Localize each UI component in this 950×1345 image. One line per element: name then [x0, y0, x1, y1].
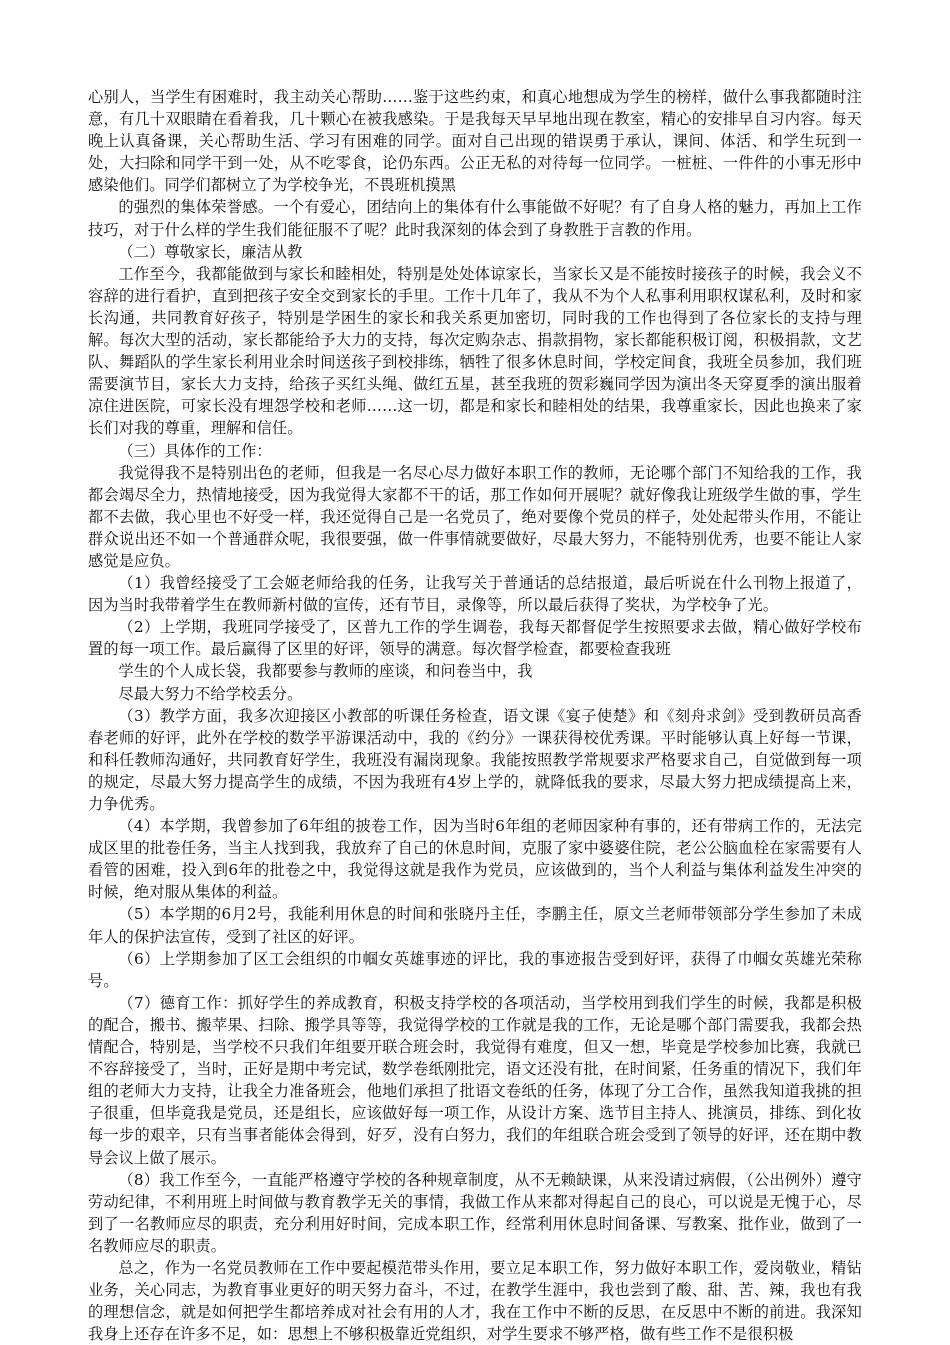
summary-paragraph: 总之，作为一名党员教师在工作中要起模范带头作用，要立足本职工作，努力做好本职工作，爱岗敬业，精钻业务，关心同志，为教育事业更好的明天努力奋斗，不过，在教学生涯中，我也尝到了酸、甜、苦、辣，我也有我的理想信念，就是如何把学生都培养成对社会有用的人才，我在工作中不断的反思，在反思中不断的前进。我深知我身上还存在许多不足，如：思想上不够积极靠近党组织，对学生要求不够严格，做有些工作不是很积极 [88, 1258, 862, 1344]
item-2-line-3: 尽最大努力不给学校丢分。 [118, 684, 303, 703]
item-3: （3）教学方面，我多次迎接区小教部的听课任务检查，语文课《宴子使楚》和《刻舟求剑》受到教研员高香春老师的好评，此外在学校的数学平游课活动中，我的《约分》一课获得校优秀课。平时能够认真上好每一节课，和科任教师沟通好，共同教育好学生，我班没有漏岗现象。我能按照教学常规要求严格要求自己，自觉做到每一项的规定，尽最大努力提高学生的成绩，不因为我班有4岁上学的，就降低我的要求，尽最大努力把成绩提高上来，力争优秀。 [88, 706, 862, 813]
item-8: （8）我工作至今，一直能严格遵守学校的各种规章制度，从不无赖缺课，从来没请过病假，（公出例外）遵守劳动纪律，不利用班上时间做与教育教学无关的事情，我做工作从来都对得起自己的良心，可以说是无愧于心，尽到了一名教师应尽的职责，充分利用好时间，完成本职工作，经常利用休息时间备课、写教案、批作业，做到了一名教师应尽的职责。 [88, 1170, 862, 1255]
item-4: （4）本学期，我曾参加了6年组的披卷工作，因为当时6年组的老师因家种有事的，还有带病工作的，无法完成区里的批卷任务，当主人找到我，我放弃了自己的休息时间，克服了家中婆婆住院，老公公脑血栓在家需要有人看管的困难，投入到6年的批卷之中，我觉得这就是我作为党员，应该做到的，当个人利益与集体利益发生冲突的时候，绝对服从集体的利益。 [88, 817, 862, 902]
item-5: （5）本学期的6月2号，我能利用休息的时间和张晓丹主任，李鹏主任，原文兰老师带领部分学生参加了未成年人的保护法宣传，受到了社区的好评。 [88, 905, 862, 946]
paragraph-03: 工作至今，我都能做到与家长和睦相处，特别是处处体谅家长，当家长又是不能按时接孩子的时候，我会义不容辞的进行看护，直到把孩子安全交到家长的手里。工作十几年了，我从不为个人私事利用职权谋私利，及时和家长沟通，共同教育好孩子，特别是学困生的家长和我关系更加密切，同时我的工作也得到了各位家长的支持与理解。每次大型的活动，家长都能给予大力的支持，每次定购杂志、捐款捐物，家长都能积极订阅，积极捐款，文艺队、舞蹈队的学生家长利用业余时间送孩子到校排练，牺牲了很多休息时间，学校定间食，我班全员参加，我们班需要演节目，家长大力支持，给孩子买红头绳、做红五星，甚至我班的贺彩巍同学因为演出冬天穿夏季的演出服着凉住进医院，可家长没有埋怨学校和老师……这一切，都是和家长和睦相处的结果，我尊重家长，因此也换来了家长们对我的尊重，理解和信任。 [88, 264, 862, 438]
item-6: （6）上学期参加了区工会组织的巾帼女英雄事迹的评比，我的事迹报告受到好评，获得了巾帼女英雄光荣称号。 [88, 949, 862, 990]
paragraph-04: 我觉得我不是特别出色的老师，但我是一名尽心尽力做好本职工作的教师，无论哪个部门不知给我的工作，我都会竭尽全力，热情地接受，因为我觉得大家都不干的话，那工作如何开展呢？就好像我让班级学生做的事，学生都不去做，我心里也不好受一样，我还觉得自己是一名党员了，绝对要像个党员的样子，处处起带头作用，不能让群众说出还不如一个普通群众呢，我很要强，做一件事情就要做好，尽最大努力，不能特别优秀，也要不能让人家感觉是应负。 [88, 463, 862, 570]
item-2: （2）上学期，我班同学接受了，区普九工作的学生调卷，我每天都督促学生按照要求去做，精心做好学校布置的每一项工作。最后赢得了区里的好评，领导的满意。每次督学检查，都要检查我班 [88, 618, 862, 659]
section-heading-2: （二）尊敬家长，廉洁从教 [118, 242, 303, 261]
document-body [88, 86, 862, 1345]
paragraph-01: 心别人，当学生有困难时，我主动关心帮助……鉴于这些约束，和真心地想成为学生的榜样，做什么事我都随时注意，有几十双眼睛在看着我，几十颗心在被我感染。于是我每天早早地出现在教室，精心的安排早自习内容。每天晚上认真备课，关心帮助生活、学习有困难的同学。面对自己出现的错误勇于承认，课间、体活、和学生玩到一处，大扫除和同学干到一处，从不吃零食，论仍东西。公正无私的对待每一位同学。一桩桩、一件件的小事无形中感染他们。同学们都树立了为学校争光，不畏班机摸黑 [88, 88, 862, 195]
item-7: （7）德育工作：抓好学生的养成教育，积极支持学校的各项活动，当学校用到我们学生的时候，我都是积极的配合，搬书、搬苹果、扫除、搬学具等等，我觉得学校的工作就是我的工作，无论是哪个部门需要我，我都会热情配合，特别是，当学校不只我们年组要开联合班会时，我觉得有难度，但又一想，毕竟是学校参加比赛，我就已不容辞接受了，当时，正好是期中考完试，数学卷纸刚批完，语文还没有批，在时间紧，任务重的情况下，我们年组的老师大力支持，让我全力准备班会，他地们承担了批语文卷纸的任务，体现了分工合作，虽然我知道我挑的担子很重，但毕竟我是党员，还是组长，应该做好每一项工作，从设计方案、选节目主持人、挑演员，排练、到化妆每一步的艰辛，只有当事者能体会得到，好歹，没有白努力，我们的年组联合班会受到了领导的好评，还在期中教导会议上做了展示。 [88, 993, 862, 1167]
section-heading-3: （三）具体作的工作： [118, 441, 272, 460]
item-2-line-2: 学生的个人成长袋，我都要参与教师的座谈，和问卷当中，我 [118, 662, 533, 681]
item-1: （1）我曾经接受了工会姬老师给我的任务，让我写关于普通话的总结报道，最后听说在什么刊物上报道了，因为当时我带着学生在教师新村做的宣传，还有节目，录像等，所以最后获得了奖状，为学校争了光。 [88, 574, 862, 615]
paragraph-02: 的强烈的集体荣誉感。一个有爱心，团结向上的集体有什么事能做不好呢？有了自身人格的魅力，再加上工作技巧，对于什么样的学生我们能征服不了呢？此时我深刻的体会到了身教胜于言教的作用。 [88, 198, 862, 239]
